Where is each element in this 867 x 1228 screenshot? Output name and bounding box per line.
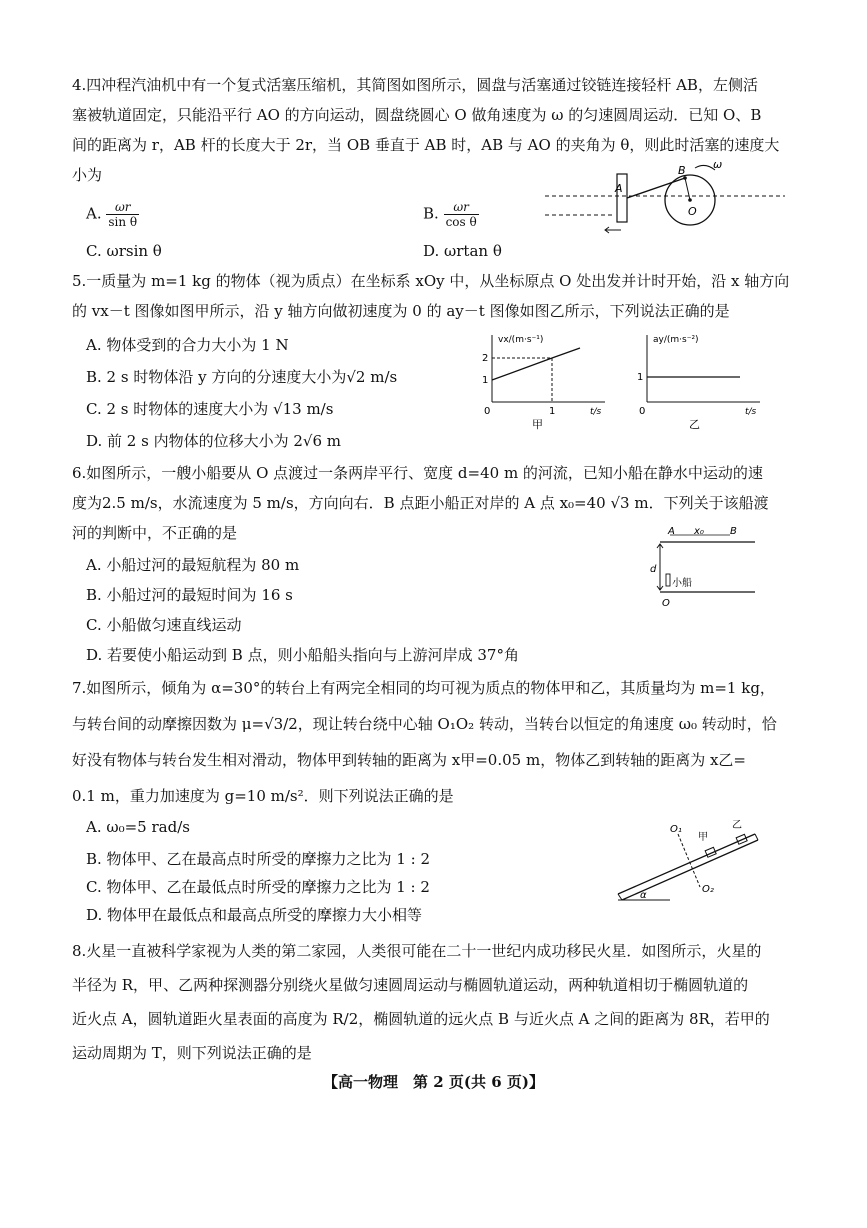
label-omega: ω — [713, 160, 723, 171]
yi-xlabel: t/s — [745, 407, 757, 417]
question-8-line-4: 运动周期为 T，则下列说法正确的是 — [72, 1044, 312, 1062]
option-a-denominator: sin θ — [108, 215, 138, 229]
page-footer: 【高一物理 第 2 页(共 6 页)】 — [323, 1073, 544, 1091]
question-6-line-2: 度为2.5 m/s，水流速度为 5 m/s，方向向右．B 点距小船正对岸的 A 点 x₀=40 √3 m．下列关于该船渡 — [72, 494, 769, 512]
question-6-option-a: A. 小船过河的最短航程为 80 m — [86, 556, 300, 574]
option-a-numerator: ωr — [106, 200, 139, 215]
question-5-line-2: 的 vx－t 图像如图甲所示，沿 y 轴方向做初速度为 0 的 ay－t 图像如图乙所示，下列说法正确的是 — [72, 302, 730, 320]
question-7 — [72, 670, 777, 814]
label-alpha: α — [640, 890, 647, 901]
option-b-prefix: B. — [423, 204, 439, 223]
question-5-graph-yi — [625, 330, 765, 430]
label-a: A — [615, 182, 623, 195]
question-6-option-b: B. 小船过河的最短时间为 16 s — [86, 586, 293, 604]
jia-tick-x1: 1 — [549, 406, 556, 417]
yi-tick-1: 1 — [637, 372, 644, 383]
rod-ab — [627, 178, 685, 198]
question-7-line-2: 与转台间的动摩擦因数为 μ=√3/2，现让转台绕中心轴 O₁O₂ 转动，当转台以恒定的角速度 ω₀ 转动时，恰 — [72, 715, 777, 733]
question-7-line-4: 0.1 m，重力加速度为 g=10 m/s²．则下列说法正确的是 — [72, 787, 454, 805]
option-b-fraction — [444, 200, 479, 229]
label-o: O — [662, 598, 670, 609]
label-boat: 小船 — [672, 578, 692, 589]
jia-tick-0: 0 — [484, 406, 491, 417]
jia-tick-1: 1 — [482, 375, 489, 386]
label-a: A — [668, 526, 675, 537]
label-x0: x₀ — [694, 526, 704, 537]
jia-caption: 甲 — [532, 418, 543, 430]
question-4-option-b — [423, 200, 479, 229]
question-5 — [72, 266, 789, 326]
jia-tick-2: 2 — [482, 353, 489, 364]
question-5-option-a: A. 物体受到的合力大小为 1 N — [86, 336, 289, 354]
question-8 — [72, 934, 770, 1070]
question-4-option-d: D. ωrtan θ — [423, 242, 502, 260]
option-b-denominator: cos θ — [445, 215, 477, 229]
label-b: B — [678, 164, 686, 177]
question-4-option-a — [86, 200, 139, 229]
question-5-option-c: C. 2 s 时物体的速度大小为 √13 m/s — [86, 400, 334, 418]
question-4-option-c: C. ωrsin θ — [86, 242, 162, 260]
label-o2: O₂ — [702, 884, 714, 895]
question-5-option-b: B. 2 s 时物体沿 y 方向的分速度大小为√2 m/s — [86, 368, 398, 386]
question-8-line-2: 半径为 R，甲、乙两种探测器分别绕火星做匀速圆周运动与椭圆轨道运动，两种轨道相切于椭圆轨道的 — [72, 976, 749, 994]
question-5-graph-jia — [470, 330, 610, 430]
label-yi: 乙 — [732, 820, 742, 831]
jia-ylabel: vx/(m·s⁻¹) — [498, 335, 544, 345]
question-7-option-d: D. 物体甲在最低点和最高点所受的摩擦力大小相等 — [86, 906, 423, 924]
option-a-fraction — [106, 200, 139, 229]
yi-tick-0: 0 — [639, 406, 646, 417]
question-7-option-b: B. 物体甲、乙在最高点时所受的摩擦力之比为 1 : 2 — [86, 850, 431, 868]
label-d: d — [650, 564, 657, 575]
question-6-option-d: D. 若要使小船运动到 B 点，则小船船头指向与上游河岸成 37°角 — [86, 646, 519, 664]
question-7-figure — [610, 812, 770, 907]
option-a-prefix: A. — [86, 204, 102, 223]
question-5-option-d: D. 前 2 s 内物体的位移大小为 2√6 m — [86, 432, 341, 450]
question-7-line-1: 7.如图所示，倾角为 α=30°的转台上有两完全相同的均可视为质点的物体甲和乙，其质量均为 m=1 kg， — [72, 679, 775, 697]
question-4-line-4: 小为 — [72, 166, 103, 184]
question-4-line-2: 塞被轨道固定，只能沿平行 AO 的方向运动，圆盘绕圆心 O 做角速度为 ω 的匀速圆周运动．已知 O、B — [72, 106, 762, 124]
question-6-line-1: 6.如图所示，一艘小船要从 O 点渡过一条两岸平行、宽度 d=40 m 的河流，已知小船在静水中运动的速 — [72, 464, 763, 482]
label-b: B — [730, 526, 737, 537]
label-o1: O₁ — [670, 824, 682, 835]
option-b-numerator: ωr — [444, 200, 479, 215]
question-4-figure — [545, 160, 785, 240]
question-6-line-3: 河的判断中，不正确的是 — [72, 524, 238, 542]
question-7-option-a: A. ω₀=5 rad/s — [86, 818, 190, 836]
question-5-line-1: 5.一质量为 m=1 kg 的物体（视为质点）在坐标系 xOy 中，从坐标原点 O 处出发并计时开始，沿 x 轴方向 — [72, 272, 790, 290]
question-6-option-c: C. 小船做匀速直线运动 — [86, 616, 242, 634]
question-7-line-3: 好没有物体与转台发生相对滑动，物体甲到转轴的距离为 x甲=0.05 m，物体乙到转轴的距离为 x乙= — [72, 751, 746, 769]
label-jia: 甲 — [698, 832, 708, 843]
question-7-option-c: C. 物体甲、乙在最低点时所受的摩擦力之比为 1 : 2 — [86, 878, 430, 896]
question-6-figure — [640, 522, 760, 612]
piston-diagram — [545, 160, 785, 240]
jia-xlabel: t/s — [590, 407, 602, 417]
question-4-line-1: 4.四冲程汽油机中有一个复式活塞压缩机，其简图如图所示，圆盘与活塞通过铰链连接轻杆 AB，左侧活 — [72, 76, 758, 94]
yi-ylabel: ay/(m·s⁻²) — [653, 335, 699, 345]
question-4-line-3: 间的距离为 r，AB 杆的长度大于 2r，当 OB 垂直于 AB 时，AB 与 AO 的夹角为 θ，则此时活塞的速度大 — [72, 136, 780, 154]
yi-caption: 乙 — [689, 418, 700, 430]
question-8-line-1: 8.火星一直被科学家视为人类的第二家园，人类很可能在二十一世纪内成功移民火星．如图所示，火星的 — [72, 942, 762, 960]
label-o: O — [688, 205, 697, 218]
question-8-line-3: 近火点 A，圆轨道距火星表面的高度为 R/2，椭圆轨道的远火点 B 与近火点 A 之间的距离为 8R，若甲的 — [72, 1010, 770, 1028]
